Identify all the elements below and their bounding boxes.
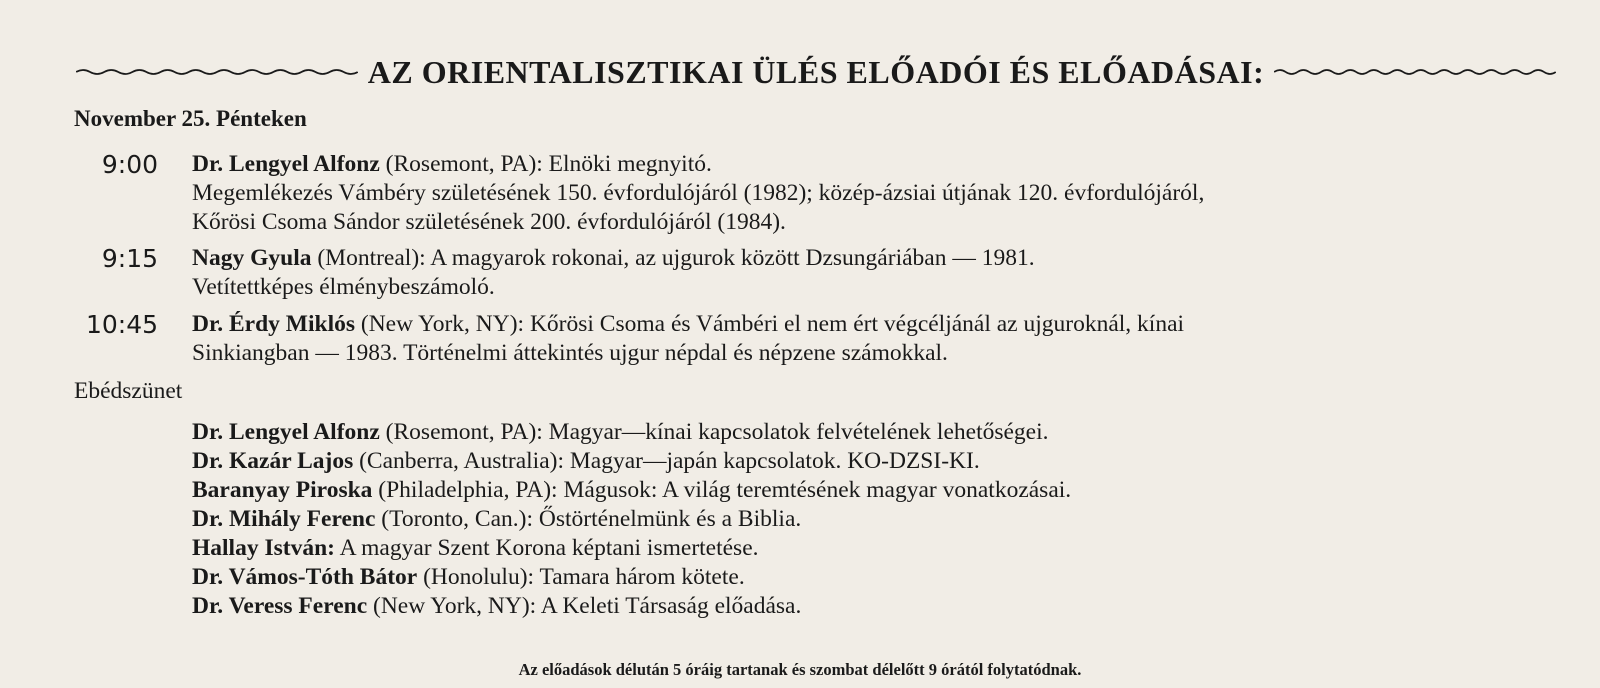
talk-title: (Rosemont, PA): Magyar—kínai kapcsolatok felvételének lehetőségei. xyxy=(379,419,1049,445)
day-heading: November 25. Pénteken xyxy=(74,106,307,131)
talk-detail-line: Vetítettképes élménybeszámoló. xyxy=(192,274,495,300)
right-wave-ornament xyxy=(1274,65,1556,79)
left-wave-ornament xyxy=(76,65,358,79)
list-item xyxy=(192,476,1492,505)
speaker-name: Dr. Veress Ferenc xyxy=(192,593,368,619)
page-title: AZ ORIENTALISZTIKAI ÜLÉS ELŐADÓI ÉS ELŐADÁSAI: xyxy=(367,53,1265,90)
speaker-name: Dr. Lengyel Alfonz xyxy=(192,419,380,445)
footer-note: Az előadások délután 5 óráig tartanak és szombat délelőtt 9 órától folytatódnak. xyxy=(518,660,1082,679)
slot-time: 9:15 xyxy=(101,244,158,273)
speaker-name: Hallay István: xyxy=(192,535,335,561)
slot-time: 9:00 xyxy=(101,150,158,179)
list-item xyxy=(192,592,1492,621)
talk-title: A magyar Szent Korona képtani ismertetése. xyxy=(334,535,759,561)
program-header xyxy=(76,46,1556,98)
speaker-name: Dr. Mihály Ferenc xyxy=(192,506,376,532)
talk-title: (New York, NY): Kőrösi Csoma és Vámbéri el nem ért végcéljánál az ujguroknál, kínai xyxy=(355,311,1185,337)
talk-detail-line: Megemlékezés Vámbéry születésének 150. évfordulójáról (1982); közép-ázsiai útjának 120. évfordulójáról, xyxy=(192,180,1205,206)
list-item xyxy=(192,418,1492,447)
talk-title: (Philadelphia, PA): Mágusok: A világ teremtésének magyar vonatkozásai. xyxy=(372,477,1072,503)
list-item xyxy=(192,563,1492,592)
speaker-name: Dr. Vámos-Tóth Bátor xyxy=(192,564,418,590)
slot-description xyxy=(192,244,1532,302)
talk-title: (New York, NY): A Keleti Társaság előadása. xyxy=(367,593,802,619)
slot-time: 10:45 xyxy=(85,310,158,339)
speaker-name: Baranyay Piroska xyxy=(192,477,373,503)
speaker-name: Nagy Gyula xyxy=(192,245,312,271)
speaker-name: Dr. Lengyel Alfonz xyxy=(192,151,380,177)
speaker-name: Dr. Kazár Lajos xyxy=(192,448,354,474)
talk-title: (Honolulu): Tamara három kötete. xyxy=(417,564,745,590)
talk-detail-line: Kőrösi Csoma Sándor születésének 200. évfordulójáról (1984). xyxy=(192,209,786,235)
list-item xyxy=(192,534,1492,563)
list-item xyxy=(192,505,1492,534)
slot-description xyxy=(192,150,1532,237)
afternoon-speaker-list xyxy=(192,418,1492,621)
lunch-break-label: Ebédszünet xyxy=(74,378,183,404)
slot-description xyxy=(192,310,1532,368)
talk-title: (Rosemont, PA): Elnöki megnyitó. xyxy=(379,151,712,177)
talk-title: (Montreal): A magyarok rokonai, az ujgurok között Dzsungáriában — 1981. xyxy=(311,245,1035,271)
talk-detail-line: Sinkiangban — 1983. Történelmi áttekintés ujgur népdal és népzene számokkal. xyxy=(192,340,948,366)
speaker-name: Dr. Érdy Miklós xyxy=(192,311,355,337)
talk-title: (Canberra, Australia): Magyar—japán kapcsolatok. KO-DZSI-KI. xyxy=(353,448,980,474)
list-item xyxy=(192,447,1492,476)
talk-title: (Toronto, Can.): Őstörténelmünk és a Biblia. xyxy=(375,506,802,532)
